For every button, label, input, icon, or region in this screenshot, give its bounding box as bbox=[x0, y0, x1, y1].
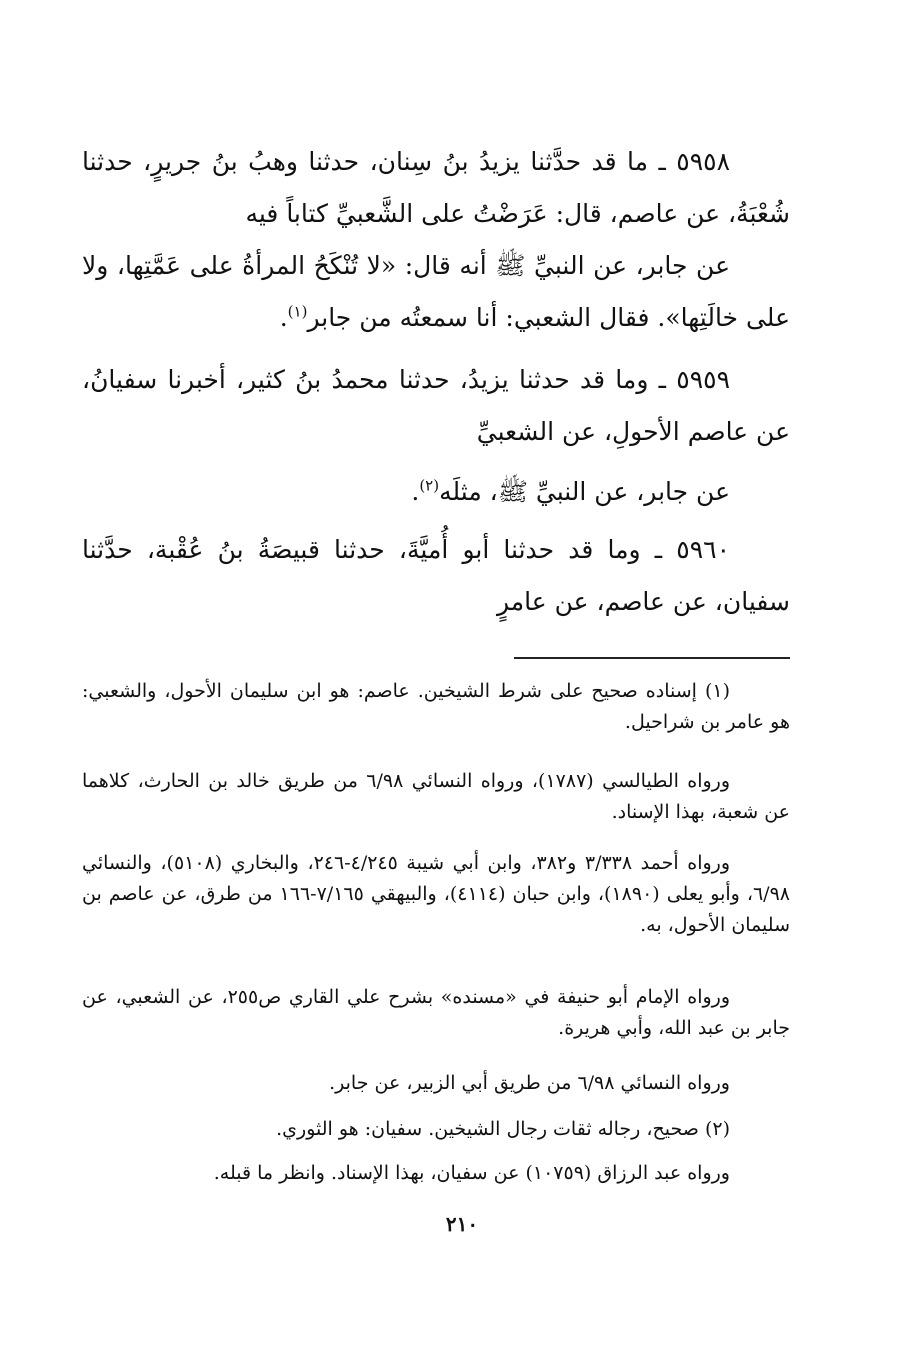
footnote-1-abu-hanifa: ورواه الإمام أبو حنيفة في «مسنده» بشرح علي القاري ص٢٥٥، عن الشعبي، عن جابر بن عبد الله، وأبي هريرة. bbox=[82, 986, 790, 1039]
footnote-ref-2: (٢) bbox=[419, 476, 440, 495]
footnote-ref-1: (١) bbox=[287, 302, 308, 321]
footnote-1-intro: (١) إسناده صحيح على شرط الشيخين. عاصم: هو ابن سليمان الأحول، والشعبي: هو عامر بن شراحيل. bbox=[82, 680, 790, 733]
page-number: ٢١٠ bbox=[445, 1212, 479, 1236]
footnote-2-intro: (٢) صحيح، رجاله ثقات رجال الشيخين. سفيان: هو الثوري. bbox=[276, 1118, 730, 1140]
footnote-1-nasai: ورواه النسائي ٦/٩٨ من طريق أبي الزبير، عن جابر. bbox=[329, 1072, 730, 1094]
hadith-5958-text-body: عن جابر، عن النبيِّ ﷺ أنه قال: «لا تُنْكَحُ المرأةُ على عَمَّتِها، ولا على خالَتِها». فقال الشعبي: أنا سمعتُه من جابر bbox=[82, 251, 790, 332]
hadith-5960-chain: ٥٩٦٠ ـ وما قد حدثنا أبو أُميَّةَ، حدثنا قبيصَةُ بنُ عُقْبة، حدَّثنا سفيان، عن عاصم، عن عامرٍ bbox=[82, 535, 790, 616]
hadith-5959-text bbox=[82, 466, 790, 518]
footnote-2-abdurrazzaq: ورواه عبد الرزاق (١٠٧٥٩) عن سفيان، بهذا الإسناد. وانظر ما قبله. bbox=[213, 1162, 730, 1184]
hadith-5958-text bbox=[82, 240, 790, 344]
hadith-5959-text-body: عن جابر، عن النبيِّ ﷺ، مثلَه bbox=[439, 477, 730, 506]
hadith-5959-text-end: . bbox=[411, 477, 420, 506]
hadith-5959-chain: ٥٩٥٩ ـ وما قد حدثنا يزيدُ، حدثنا محمدُ بنُ كثير، أخبرنا سفيانُ، عن عاصم الأحولِ، عن الشعبيِّ bbox=[82, 365, 790, 446]
footnote-separator bbox=[514, 657, 790, 659]
footnote-1-ahmad: ورواه أحمد ٣/٣٣٨ و٣٨٢، وابن أبي شيبة ٤/٢٤٥-٢٤٦، والبخاري (٥١٠٨)، والنسائي ٦/٩٨، وأبو يعلى (١٨٩٠)، وابن حبان (٤١١٤)، والبيهقي ٧/١٦٥-١٦٦ من طرق، عن عاصم بن سليمان الأحول، به. bbox=[82, 852, 790, 936]
hadith-5958-chain: ٥٩٥٨ ـ ما قد حدَّثنا يزيدُ بنُ سِنان، حدثنا وهبُ بنُ جريرٍ، حدثنا شُعْبَةُ، عن عاصم، قال: عَرَضْتُ على الشَّعبيِّ كتاباً فيه bbox=[82, 147, 790, 228]
hadith-5958-text-end: . bbox=[279, 303, 288, 332]
footnote-1-tayalisi: ورواه الطيالسي (١٧٨٧)، ورواه النسائي ٦/٩٨ من طريق خالد بن الحارث، كلاهما عن شعبة، بهذا الإسناد. bbox=[82, 770, 790, 823]
